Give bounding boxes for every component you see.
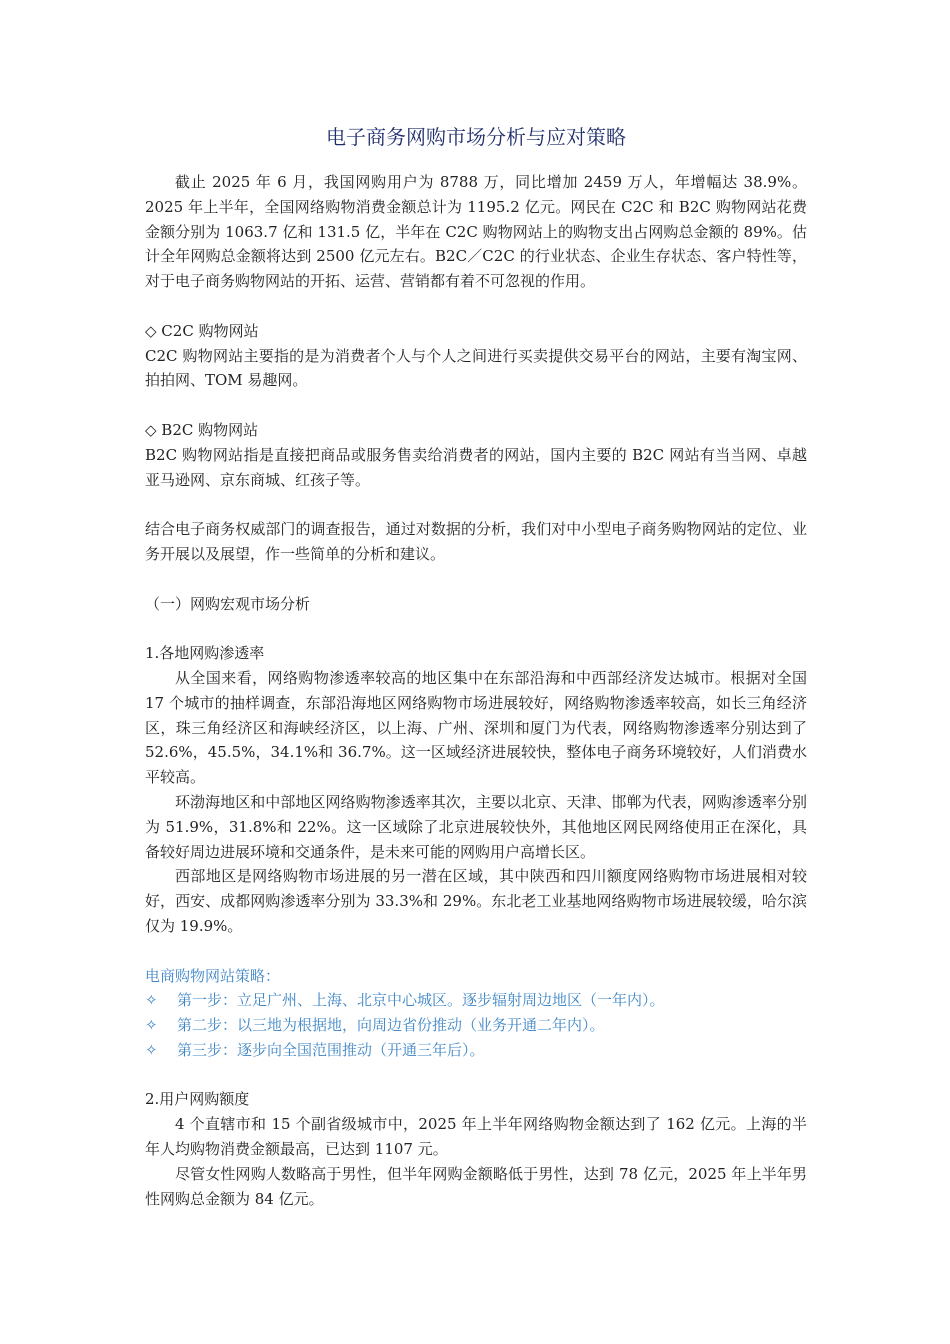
subsection-2-paragraph-1: 4 个直辖市和 15 个副省级城市中，2025 年上半年网络购物金额达到了 162 亿元。上海的半年人均购物消费金额最高，已达到 1107 元。 (145, 1115, 807, 1159)
summary-paragraph: 结合电子商务权威部门的调查报告，通过对数据的分析，我们对中小型电子商务购物网站的定位、业务开展以及展望，作一些简单的分析和建议。 (145, 520, 807, 563)
strategy-item (145, 1013, 807, 1038)
subsection-1-paragraph-1: 从全国来看，网络购物渗透率较高的地区集中在东部沿海和中西部经济发达城市。根据对全国 17 个城市的抽样调查，东部沿海地区网络购物市场进展较好，网络购物渗透率较高，如长三角经济区，珠三角经济区和海峡经济区，以上海、广州、深圳和厦门为代表，网络购物渗透率分别达到了 52.6%，45.5%，34.1%和 36.7%。这一区域经济进展较快，整体电子商务环境较好，人们消费水平较高。 (145, 668, 807, 787)
strategy-item-text: 第三步：逐步向全国范围推动（开通三年后）。 (177, 1040, 485, 1059)
spacer (145, 1063, 807, 1088)
strategy-title: 电商购物网站策略： (145, 966, 281, 985)
intro-paragraph: 截止 2025 年 6 月，我国网购用户为 8788 万，同比增加 2459 万人，年增幅达 38.9%。2025 年上半年，全国网络购物消费金额总计为 1195.2 亿元。网民在 C2C 和 B2C 购物网站花费金额分别为 1063.7 亿和 131.5 亿，半年在 C2C 购物网站上的购物支出占网购总金额的 89%。估计全年网购总金额将达到 2500 亿元左右。B2C／C2C 的行业状态、企业生存状态、客户特性等，对于电子商务购物网站的开拓、运营、营销都有着不可忽视的作用。 (145, 173, 807, 291)
c2c-paragraph: C2C 购物网站主要指的是为消费者个人与个人之间进行买卖提供交易平台的网站，主要有淘宝网、拍拍网、TOM 易趣网。 (145, 346, 807, 390)
subsection-1-paragraph-2: 环渤海地区和中部地区网络购物渗透率其次，主要以北京、天津、邯郸为代表，网购渗透率分别为 51.9%，31.8%和 22%。这一区域除了北京进展较快外，其他地区网民网络使用正在深化，具备较好周边进展环境和交通条件，是未来可能的网购用户高增长区。 (145, 792, 807, 861)
strategy-item-text: 第二步：以三地为根据地，向周边省份推动（业务开通二年内）。 (177, 1016, 605, 1035)
b2c-paragraph: B2C 购物网站指是直接把商品或服务售卖给消费者的网站，国内主要的 B2C 网站有当当网、卓越亚马逊网、京东商城、红孩子等。 (145, 445, 807, 489)
strategy-item (145, 988, 807, 1013)
subsection-2-paragraph-2: 尽管女性网购人数略高于男性，但半年网购金额略低于男性，达到 78 亿元，2025 年上半年男性网购总金额为 84 亿元。 (145, 1164, 807, 1208)
document-title: 电子商务网购市场分析与应对策略 (326, 125, 626, 149)
document-content (145, 122, 807, 1211)
strategy-section (145, 964, 807, 1063)
spacer (145, 393, 807, 418)
subsection-1-paragraph-3: 西部地区是网络购物市场进展的另一潜在区域，其中陕西和四川额度网络购物市场进展相对较好，西安、成都网购渗透率分别为 33.3%和 29%。东北老工业基地网络购物市场进展较缓，哈尔滨仅为 19.9%。 (145, 867, 807, 935)
strategy-item (145, 1038, 807, 1063)
c2c-heading: ◇ C2C 购物网站 (145, 321, 259, 340)
spacer (145, 294, 807, 319)
spacer (145, 492, 807, 517)
diamond-bullet-icon: ✧ (145, 1040, 158, 1059)
subsection-2-title: 2.用户网购额度 (145, 1090, 250, 1109)
diamond-bullet-icon: ✧ (145, 1016, 158, 1035)
section-1-title: （一）网购宏观市场分析 (145, 594, 311, 613)
subsection-1-title: 1.各地网购渗透率 (145, 644, 265, 663)
spacer (145, 616, 807, 641)
b2c-heading: ◇ B2C 购物网站 (145, 420, 259, 439)
spacer (145, 567, 807, 592)
strategy-item-text: 第一步：立足广州、上海、北京中心城区。逐步辐射周边地区（一年内）。 (177, 991, 665, 1010)
diamond-bullet-icon: ✧ (145, 991, 158, 1010)
spacer (145, 939, 807, 964)
